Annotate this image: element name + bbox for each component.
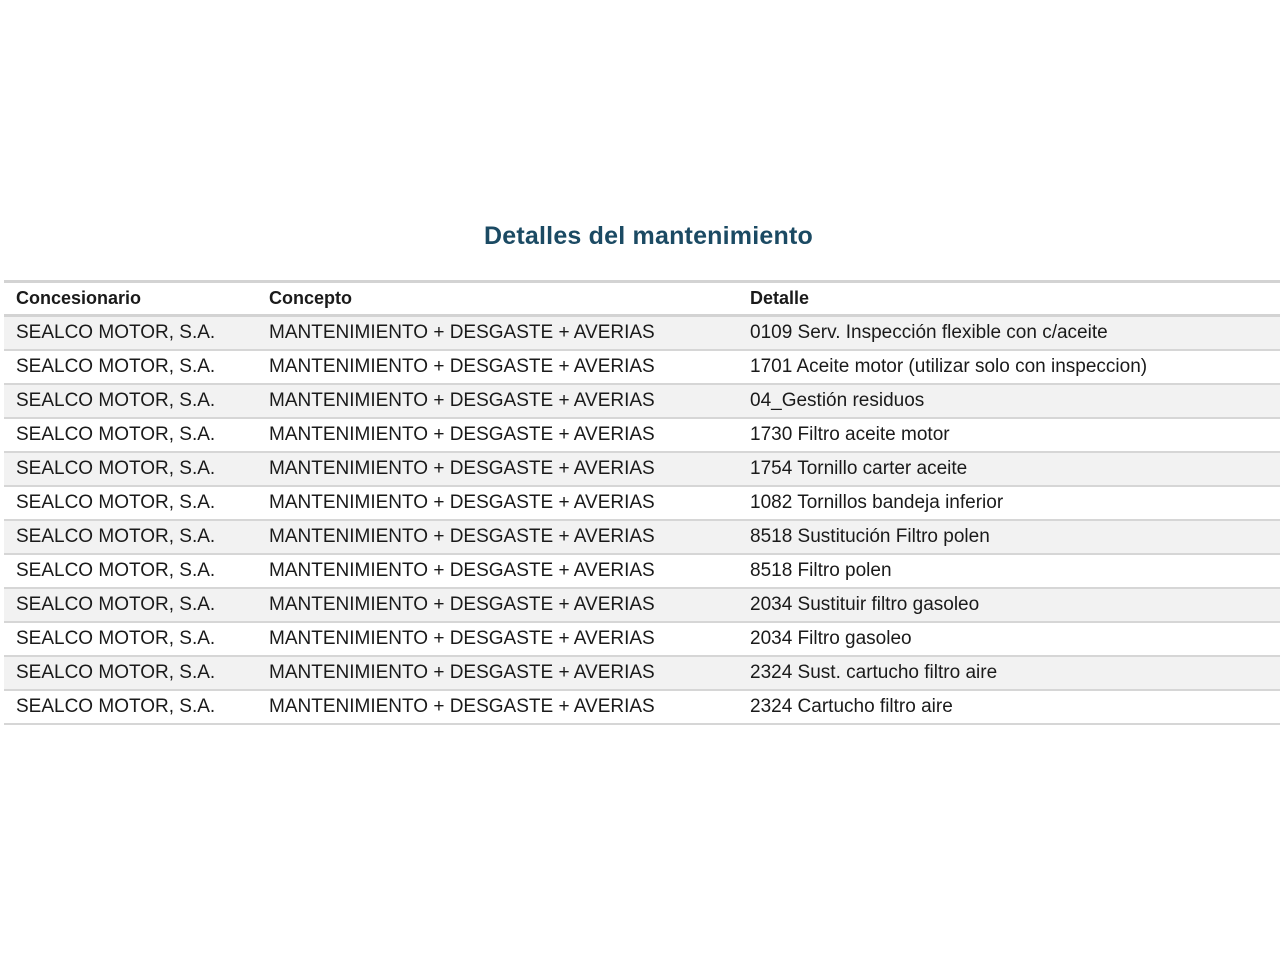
- table-row: [4, 656, 1280, 690]
- concepto-cell: MANTENIMIENTO + DESGASTE + AVERIAS: [269, 322, 655, 343]
- table-row: [4, 520, 1280, 554]
- detalle-cell: 8518 Filtro polen: [750, 560, 892, 581]
- concesionario-cell: SEALCO MOTOR, S.A.: [16, 594, 216, 615]
- detalle-cell: 1730 Filtro aceite motor: [750, 424, 950, 445]
- concesionario-cell: SEALCO MOTOR, S.A.: [16, 696, 216, 717]
- detalle-cell: 04_Gestión residuos: [750, 390, 925, 411]
- concesionario-cell: SEALCO MOTOR, S.A.: [16, 492, 216, 513]
- concepto-cell: MANTENIMIENTO + DESGASTE + AVERIAS: [269, 390, 655, 411]
- table-row: [4, 316, 1280, 351]
- maintenance-table: [4, 280, 1280, 725]
- table-row: [4, 622, 1280, 656]
- table-row: [4, 418, 1280, 452]
- table-row: [4, 384, 1280, 418]
- detalle-cell: 2324 Cartucho filtro aire: [750, 696, 953, 717]
- concesionario-cell: SEALCO MOTOR, S.A.: [16, 526, 216, 547]
- concepto-cell: MANTENIMIENTO + DESGASTE + AVERIAS: [269, 458, 655, 479]
- concepto-cell: MANTENIMIENTO + DESGASTE + AVERIAS: [269, 526, 655, 547]
- column-header-detalle: Detalle: [750, 288, 810, 308]
- concesionario-cell: SEALCO MOTOR, S.A.: [16, 424, 216, 445]
- concesionario-cell: SEALCO MOTOR, S.A.: [16, 356, 216, 377]
- column-header-concepto: Concepto: [269, 288, 352, 308]
- concepto-cell: MANTENIMIENTO + DESGASTE + AVERIAS: [269, 696, 655, 717]
- table-header: [4, 282, 1280, 316]
- table-row: [4, 452, 1280, 486]
- maintenance-table-container: [4, 280, 1280, 725]
- concepto-cell: MANTENIMIENTO + DESGASTE + AVERIAS: [269, 628, 655, 649]
- table-row: [4, 588, 1280, 622]
- concesionario-cell: SEALCO MOTOR, S.A.: [16, 458, 216, 479]
- table-row: [4, 350, 1280, 384]
- concepto-cell: MANTENIMIENTO + DESGASTE + AVERIAS: [269, 560, 655, 581]
- detalle-cell: 1082 Tornillos bandeja inferior: [750, 492, 1004, 513]
- column-header-concesionario: Concesionario: [16, 288, 142, 308]
- page-title: Detalles del mantenimiento: [484, 222, 813, 250]
- detalle-cell: 2324 Sust. cartucho filtro aire: [750, 662, 998, 683]
- detalle-cell: 2034 Sustituir filtro gasoleo: [750, 594, 980, 615]
- concesionario-cell: SEALCO MOTOR, S.A.: [16, 662, 216, 683]
- concepto-cell: MANTENIMIENTO + DESGASTE + AVERIAS: [269, 594, 655, 615]
- table-row: [4, 486, 1280, 520]
- concesionario-cell: SEALCO MOTOR, S.A.: [16, 628, 216, 649]
- concepto-cell: MANTENIMIENTO + DESGASTE + AVERIAS: [269, 424, 655, 445]
- detalle-cell: 2034 Filtro gasoleo: [750, 628, 912, 649]
- detalle-cell: 1754 Tornillo carter aceite: [750, 458, 968, 479]
- concesionario-cell: SEALCO MOTOR, S.A.: [16, 560, 216, 581]
- concesionario-cell: SEALCO MOTOR, S.A.: [16, 390, 216, 411]
- concepto-cell: MANTENIMIENTO + DESGASTE + AVERIAS: [269, 356, 655, 377]
- detalle-cell: 0109 Serv. Inspección flexible con c/aceite: [750, 322, 1108, 343]
- table-header-row: [4, 282, 1280, 316]
- table-row: [4, 690, 1280, 724]
- detalle-cell: 8518 Sustitución Filtro polen: [750, 526, 990, 547]
- table-row: [4, 554, 1280, 588]
- concepto-cell: MANTENIMIENTO + DESGASTE + AVERIAS: [269, 662, 655, 683]
- detalle-cell: 1701 Aceite motor (utilizar solo con inspeccion): [750, 356, 1148, 377]
- table-body: [4, 316, 1280, 725]
- concesionario-cell: SEALCO MOTOR, S.A.: [16, 322, 216, 343]
- concepto-cell: MANTENIMIENTO + DESGASTE + AVERIAS: [269, 492, 655, 513]
